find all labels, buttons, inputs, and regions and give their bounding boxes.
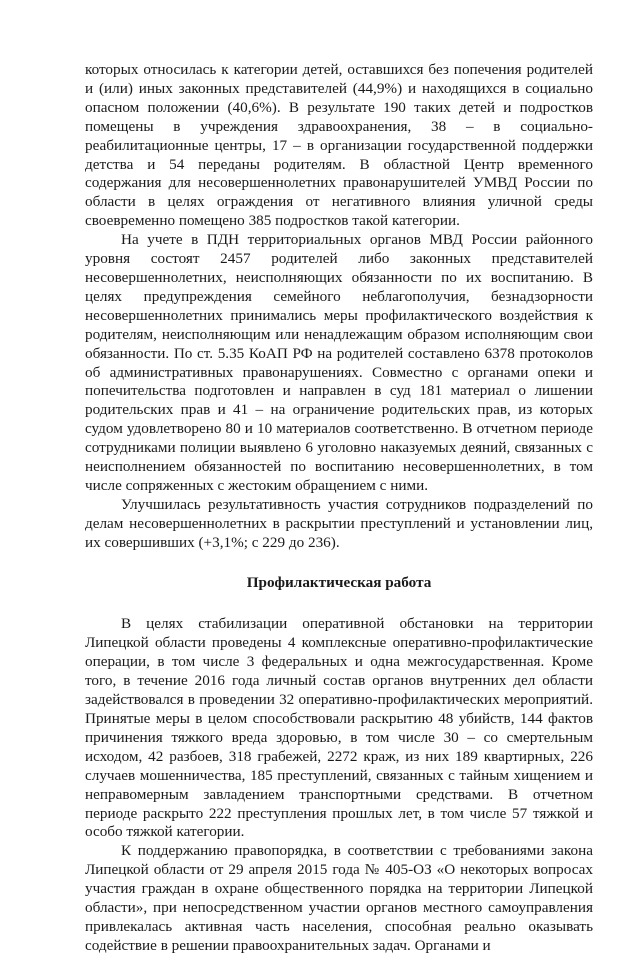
paragraph-orphans-placement: которых относилась к категории детей, оставшихся без попечения родителей и (или) иных законных представителей (44,9%) и находящихся в социально опасном положении (40,6%). В результате 190 таких детей и подростков помещены в учреждения здравоохранения, 38 – в социально-реабилитационные центры, 17 – в организации государственной поддержки детства и 54 переданы родителям. В областной Центр временного содержания для несовершеннолетних правонарушителей УМВД России по области в целях ограждения от негативного влияния уличной среды своевременно помещено 385 подростков такой категории.	[85, 61, 593, 230]
paragraph-parents-registered: На учете в ПДН территориальных органов МВД России районного уровня состоят 2457 родителей либо законных представителей несовершеннолетних, неисполняющих обязанности по их воспитанию. В целях предупреждения семейного неблагополучия, безнадзорности несовершеннолетних принимались меры профилактического воздействия к родителям, неисполняющим или ненадлежащим образом исполняющим свои обязанности. По ст. 5.35 КоАП РФ на родителей составлено 6378 протоколов об административных правонарушениях. Совместно с органами опеки и попечительства подготовлен и направлен в суд 181 материал о лишении родительских прав и 41 – на ограничение родительских прав, из которых судом удовлетворено 80 и 10 материалов соответственно. В отчетном периоде сотрудниками полиции выявлено 6 уголовно наказуемых деяний, связанных с неисполнением обязанностей по воспитанию несовершеннолетних, в том числе сопряженных с жестоким обращением с ними.	[85, 231, 593, 494]
paragraph-preventive-operations: В целях стабилизации оперативной обстановки на территории Липецкой области проведены 4 комплексные оперативно-профилактические операции, в том числе 3 федеральных и одна межгосударственная. Кроме того, в течение 2016 года личный состав органов внутренних дел области задействовался в проведении 32 оперативно-профилактических мероприятий. Принятые меры в целом способствовали раскрытию 48 убийств, 144 фактов причинения тяжкого вреда здоровью, в том числе 30 – со смертельным исходом, 42 разбоев, 318 грабежей, 2272 краж, из них 189 квартирных, 226 случаев мошенничества, 185 преступлений, связанных с тайным хищением и неправомерным завладением транспортными средствами. В отчетном периоде раскрыто 222 преступления прошлых лет, в том числе 57 тяжкой и особо тяжкой категории.	[85, 615, 593, 841]
paragraph-juvenile-units-results: Улучшилась результативность участия сотрудников подразделений по делам несовершеннолетних в раскрытии преступлений и установлении лиц, их совершивших (+3,1%; с 229 до 236).	[85, 495, 593, 551]
document-body	[85, 61, 593, 956]
section-heading: Профилактическая работа	[246, 573, 432, 591]
paragraph-public-order-participation: К поддержанию правопорядка, в соответствии с требованиями закона Липецкой области от 29 апреля 2015 года № 405-ОЗ «О некоторых вопросах участия граждан в охране общественного порядка на территории Липецкой области», при непосредственном участии органов местного самоуправления привлекалась активная часть населения, способная реально оказывать содействие в решении правоохранительных задач. Органами и	[85, 842, 593, 954]
